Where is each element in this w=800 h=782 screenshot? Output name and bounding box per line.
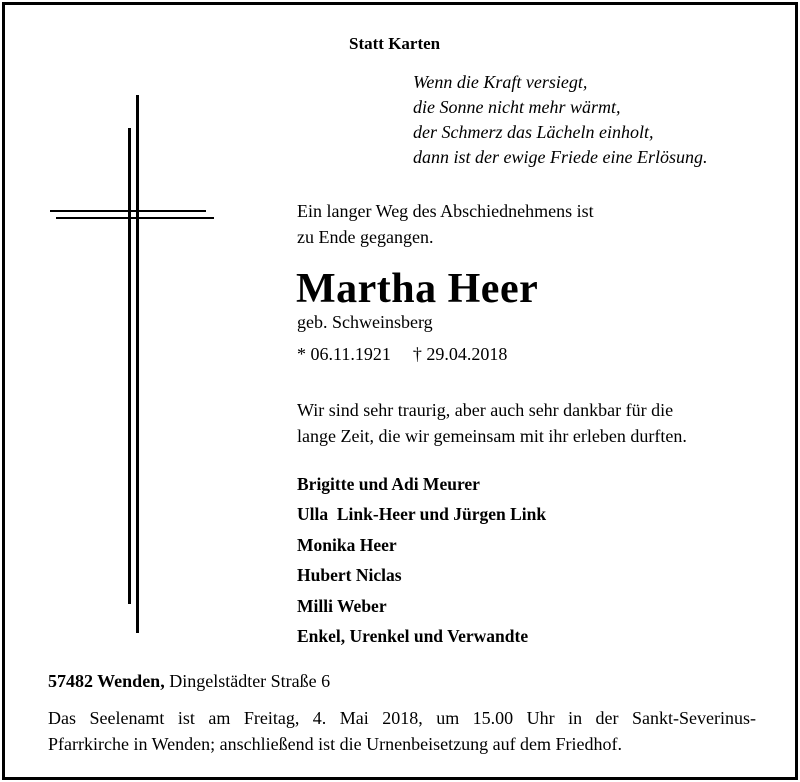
intro-line: zu Ende gegangen. [297, 227, 434, 247]
death-date: † 29.04.2018 [412, 344, 508, 364]
poem [413, 70, 707, 170]
intro-text [297, 198, 594, 250]
notice-header: Statt Karten [349, 34, 441, 53]
mourner-entry: Brigitte und Adi Meurer [297, 474, 480, 494]
birth-name: geb. Schweinsberg [297, 312, 433, 332]
service-info [48, 705, 756, 757]
mourner-entry: Hubert Niclas [297, 565, 402, 586]
poem-line: dann ist der ewige Friede eine Erlösung. [413, 147, 708, 167]
address [48, 671, 330, 692]
service-line: Das Seelenamt ist am Freitag, 4. Mai 2018, um 15.00 Uhr in der Sankt-Severinus- [48, 708, 756, 728]
mourner-entry: Monika Heer [297, 534, 397, 555]
cross-horizontal-bottom [56, 217, 214, 219]
mourner-entry: Milli Weber [297, 595, 387, 616]
address-street: Dingelstädter Straße 6 [169, 671, 331, 691]
poem-line: die Sonne nicht mehr wärmt, [413, 97, 621, 117]
thanks-text [297, 397, 687, 449]
mourners-list [297, 469, 546, 651]
service-line: Pfarrkirche in Wenden; anschließend ist die Urnenbeisetzung auf dem Friedhof. [48, 734, 623, 754]
address-city: 57482 Wenden, [48, 671, 165, 691]
intro-line: Ein langer Weg des Abschiednehmens ist [297, 201, 594, 221]
life-dates [297, 344, 507, 365]
cross-vertical-right [136, 95, 139, 633]
birth-date: * 06.11.1921 [297, 344, 391, 364]
deceased-name: Martha Heer [296, 266, 539, 312]
cross-vertical-left [128, 128, 131, 604]
cross-horizontal-top [50, 210, 206, 212]
poem-line: Wenn die Kraft versiegt, [413, 72, 588, 92]
mourner-entry: Enkel, Urenkel und Verwandte [297, 626, 529, 647]
thanks-line: lange Zeit, die wir gemeinsam mit ihr erleben durften. [297, 426, 687, 446]
poem-line: der Schmerz das Lächeln einholt, [413, 122, 654, 142]
thanks-line: Wir sind sehr traurig, aber auch sehr dankbar für die [297, 400, 674, 420]
mourner-entry: Ulla Link-Heer und Jürgen Link [297, 504, 547, 525]
